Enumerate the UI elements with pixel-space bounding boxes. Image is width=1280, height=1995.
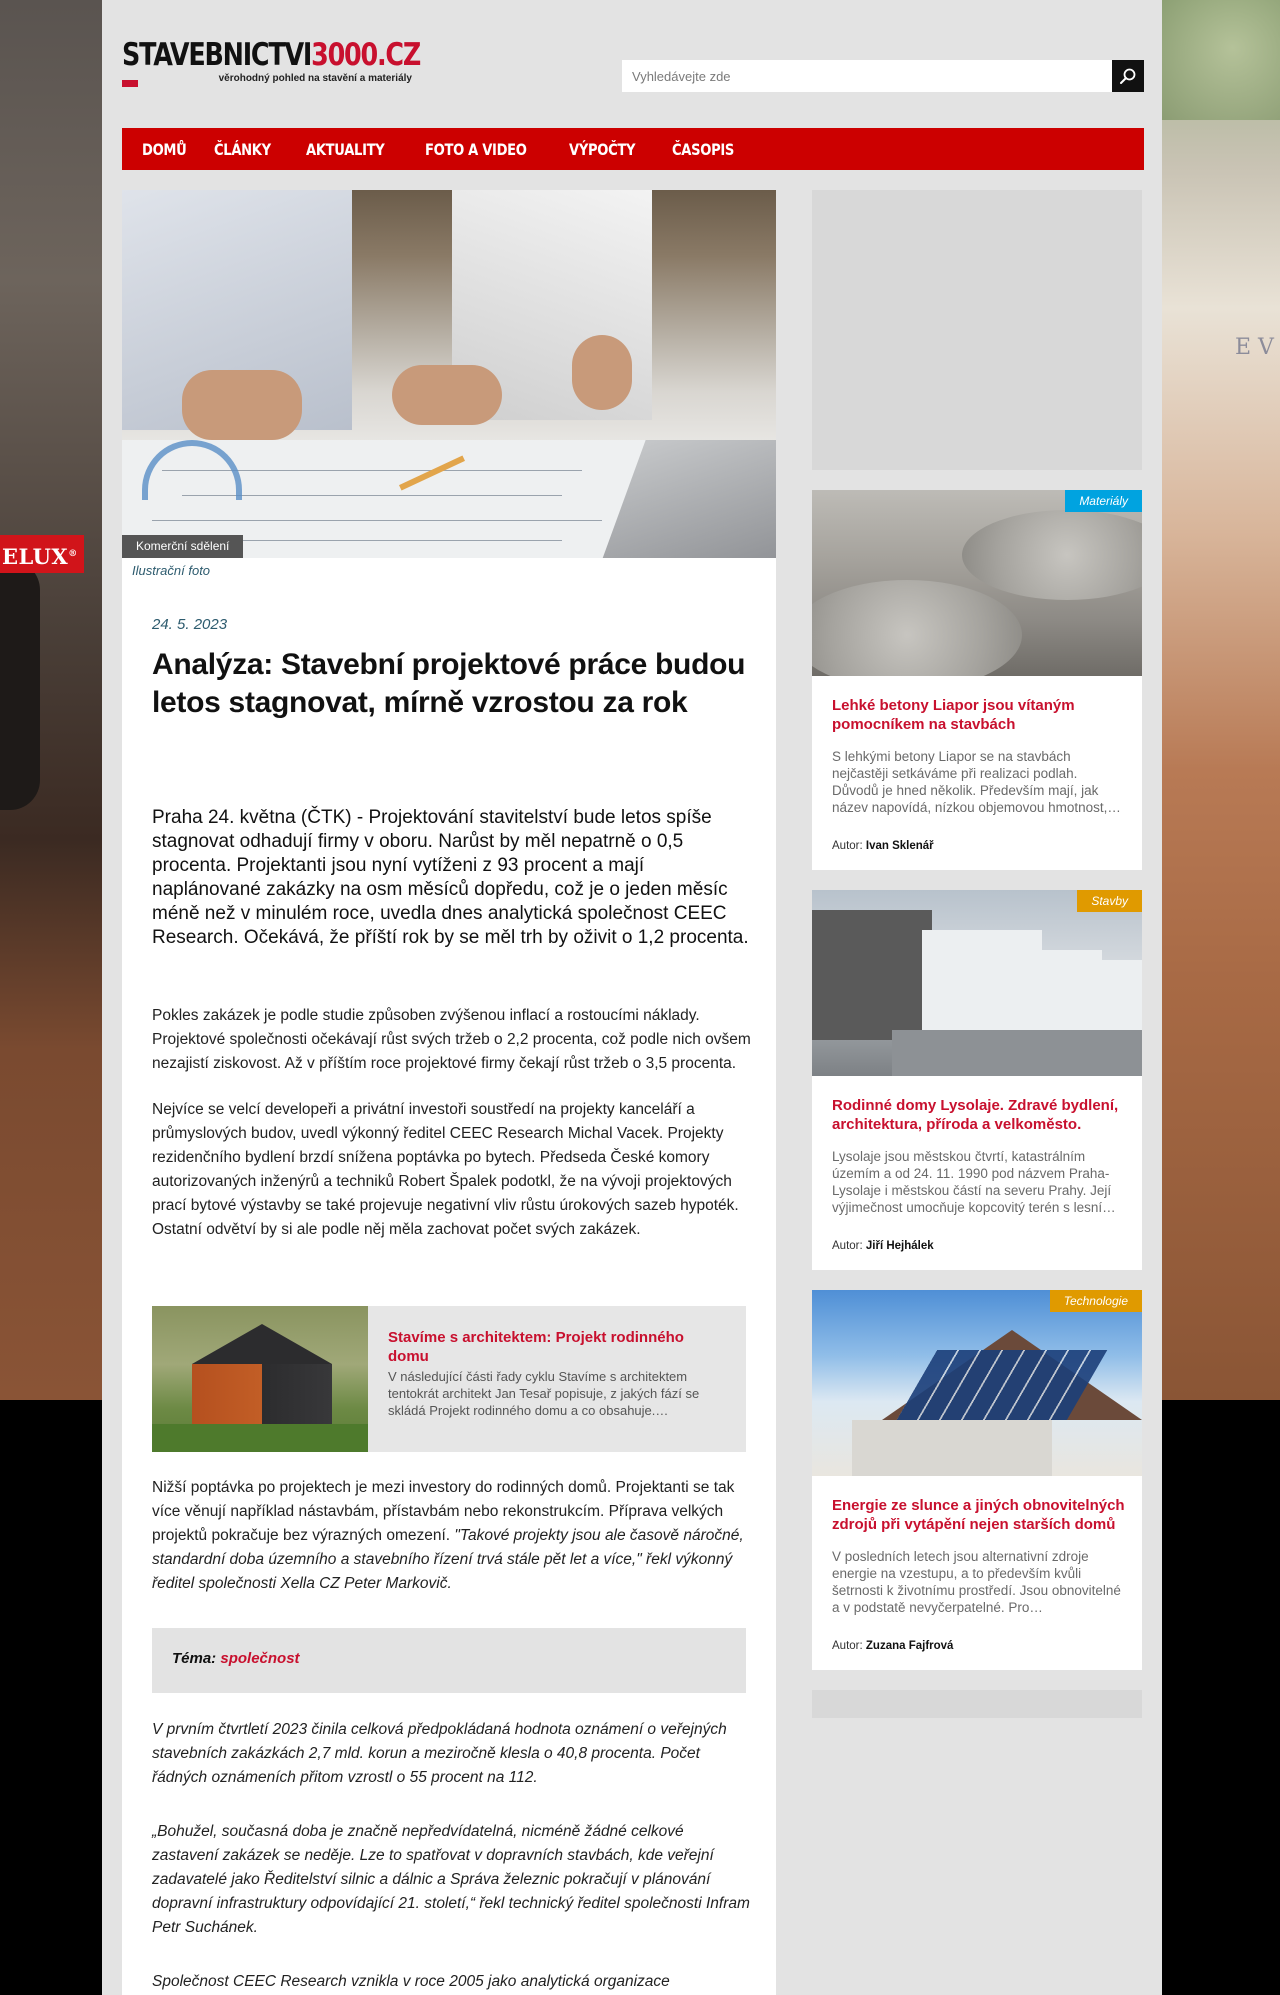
search-button[interactable] <box>1112 60 1144 92</box>
skin-left-image <box>0 0 102 1400</box>
article-date: 24. 5. 2023 <box>152 616 228 633</box>
search-bar <box>622 60 1144 92</box>
nav-item-casopis[interactable]: ČASOPIS <box>671 139 734 159</box>
card-author: Autor: Jiří Hejhálek <box>832 1240 934 1252</box>
skin-plant <box>1162 0 1280 120</box>
nav-item-aktuality[interactable]: AKTUALITY <box>305 139 384 159</box>
article-paragraph: V prvním čtvrtletí 2023 činila celková předpokládaná hodnota oznámení o veřejných stavebních zakázkách 2,7 mld. korun a meziročně klesla o 40,8 procenta. Počet řádných oznámeních přitom vzrostl o 55 procent na 112. <box>152 1721 727 1786</box>
hero-hand-right <box>572 335 632 410</box>
card-author: Autor: Zuzana Fajfrová <box>832 1640 954 1652</box>
related-article-box[interactable] <box>152 1306 746 1452</box>
search-input[interactable] <box>622 60 1112 92</box>
nav-item-clanky[interactable]: ČLÁNKY <box>214 139 272 159</box>
article-paragraph: Nejvíce se velcí developeři a privátní investoři soustředí na projekty kanceláří a průmyslových budov, uvedl výkonný ředitel CEEC Research Michal Vacek. Projekty rezidenčního bydlení brzdí snížena poptávka po bytech. Předseda České komory autorizovaných inženýrů a techniků Robert Špalek podotkl, že na vývoji projektových prací bytové výstavby se také projevuje negativní vliv růstu úrokových sazeb hypoték. Ostatní odvětví by si ale podle něj měla zachovat počet svých zakázek. <box>152 1101 739 1238</box>
card-title[interactable]: Lehké betony Liapor jsou vítaným pomocníkem na stavbách <box>832 697 1075 733</box>
sidebar-card[interactable] <box>812 890 1142 1270</box>
related-article-desc: V následující části řady cyklu Stavíme s architektem tentokrát architekt Jan Tesař popisuje, z jakých fází se skládá Projekt rodinného domu a co obsahuje.… <box>388 1369 700 1418</box>
hero-hand-middle <box>392 365 502 425</box>
card-image[interactable] <box>812 1290 1142 1476</box>
article-lead: Praha 24. května (ČTK) - Projektování stavitelství bude letos spíše stagnovat odhadují firmy v oboru. Narůst by měl nepatrně o 0,5 procenta. Projektanti jsou nyní vytíženi z 93 procent a mají naplánované zakázky na osm měsíců dopředu, což je o jeden měsíc méně než v minulém roce, uvedla dnes analytická společnost CEEC Research. Očekává, že příští rok by se měl trh by oživit o 1,2 procenta. <box>152 807 749 948</box>
article-paragraph: Pokles zakázek je podle studie způsoben zvýšenou inflací a rostoucími náklady. Projektové společnosti očekávají růst svých tržeb o 2,2 procenta, což podle nich ovšem nezajistí ziskovost. Až v příštím roce projektové firmy čekají růst tržeb o 3,5 procenta. <box>152 1007 751 1072</box>
sidebar-card[interactable] <box>812 1290 1142 1670</box>
elux-logo-text: ELUX <box>2 544 69 569</box>
hero-hand-left <box>182 370 302 440</box>
site-logo[interactable] <box>122 38 422 90</box>
card-category-badge[interactable]: Materiály <box>1065 490 1142 512</box>
article <box>122 190 776 1995</box>
card-author: Autor: Ivan Sklenář <box>832 840 934 852</box>
card-category-badge[interactable]: Technologie <box>1050 1290 1142 1312</box>
logo-wordmark: STAVEBNICTVI3000.CZ <box>122 37 421 73</box>
commercial-badge: Komerční sdělení <box>122 535 243 558</box>
card-image[interactable] <box>812 490 1142 676</box>
related-article-image[interactable] <box>152 1306 368 1452</box>
main-nav <box>122 128 1144 170</box>
topic-label: Téma: <box>172 1650 217 1667</box>
nav-item-domu[interactable]: DOMŮ <box>142 139 187 159</box>
card-image[interactable] <box>812 890 1142 1076</box>
elux-logo[interactable]: ELUX® <box>0 535 84 573</box>
skin-right-image <box>1162 0 1280 1400</box>
logo-tagline: věrohodný pohled na stavění a materiály <box>218 73 412 84</box>
skin-right-text: E V <box>1235 335 1274 360</box>
card-title[interactable]: Rodinné domy Lysolaje. Zdravé bydlení, architektura, příroda a velkoměsto. <box>832 1097 1119 1133</box>
card-title[interactable]: Energie ze slunce a jiných obnovitelných zdrojů při vytápění nejen starších domů <box>832 1497 1125 1533</box>
topic-box <box>152 1628 746 1693</box>
search-icon <box>1119 67 1137 85</box>
article-paragraph: „Bohužel, současná doba je značně nepředvídatelná, nicméně žádné celkové zastavení zakázek se neděje. Lze to spatřovat v dopravních stavbách, kde veřejní zadavatelé jako Ředitelství silnic a dálnic a Správa železnic pokračují v plánování dopravní infrastruktury odpovídající 21. století,“ řekl technický ředitel společnosti Infram Petr Suchánek. <box>152 1823 750 1936</box>
sidebar-ad-slot-small[interactable] <box>812 1690 1142 1718</box>
sidebar-ad-slot[interactable] <box>812 190 1142 470</box>
article-paragraph: Společnost CEEC Research vznikla v roce 2005 jako analytická organizace <box>152 1973 670 1990</box>
card-desc: S lehkými betony Liapor se na stavbách nejčastěji setkáváme při realizaci podlah. Důvodů je hned několik. Především mají, jak název napovídá, nízkou objemovou hmotnost,… <box>832 749 1121 815</box>
sidebar-card[interactable] <box>812 490 1142 870</box>
skin-strap <box>0 560 40 810</box>
related-article-title[interactable]: Stavíme s architektem: Projekt rodinného domu <box>388 1329 684 1365</box>
image-caption: Ilustrační foto <box>132 563 211 578</box>
topic-link[interactable]: společnost <box>220 1650 300 1667</box>
nav-item-foto-a-video[interactable]: FOTO A VIDEO <box>425 139 527 159</box>
card-desc: Lysolaje jsou městskou čtvrtí, katastrálním územím a od 24. 11. 1990 pod názvem Praha-Lysolaje i městskou částí na severu Prahy. Její výjimečnost umocňuje kopcovitý terén s lesní… <box>832 1149 1116 1215</box>
card-desc: V posledních letech jsou alternativní zdroje energie na vzestupu, a to především kvůli šetrnosti k životnímu prostředí. Jsou obnovitelné a v podstatě nevyčerpatelné. Pro… <box>832 1549 1121 1615</box>
article-title: Analýza: Stavební projektové práce budou letos stagnovat, mírně vzrostou za rok <box>152 648 746 719</box>
article-hero-image <box>122 190 776 558</box>
article-paragraph: Nižší poptávka po projektech je mezi investory do rodinných domů. Projektanti se tak více věnují například nástavbám, přístavbám nebo rekonstrukcím. Příprava velkých projektů pokračuje bez výrazných omezení. "Takové projekty jsou ale časově náročné, standardní doba územního a stavebního řízení trvá stále pět let a více," řekl výkonný ředitel společnosti Xella CZ Peter Markovič. <box>152 1479 744 1592</box>
page-container <box>102 0 1162 1995</box>
card-category-badge[interactable]: Stavby <box>1077 890 1142 912</box>
nav-item-vypocty[interactable]: VÝPOČTY <box>569 139 636 159</box>
